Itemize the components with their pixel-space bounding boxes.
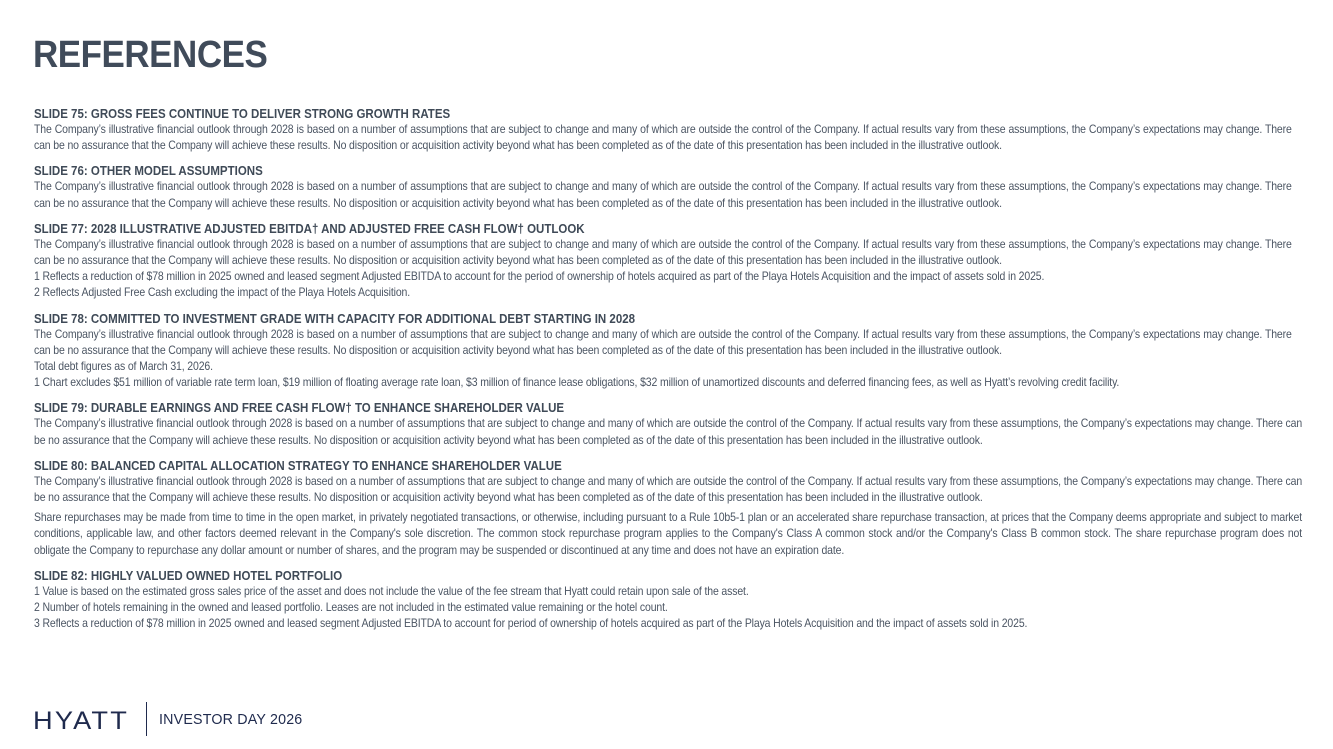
section-heading: SLIDE 75: GROSS FEES CONTINUE TO DELIVER STRONG GROWTH RATES xyxy=(34,107,451,121)
section-body: The Company’s illustrative financial outlook through 2028 is based on a number of assumptions that are subject to change and many of which are outside the control of the Company. If actual results vary from these assumptions, the Company’s expectations may change. There can be no assurance that the Company will achieve these results. No disposition or acquisition activity beyond what has been completed as of the date of this presentation has been included in the illustrative outlook. xyxy=(34,180,1292,210)
footnote: 2 Number of hotels remaining in the owned and leased portfolio. Leases are not included in the estimated value remaining or the hotel count. xyxy=(34,601,668,615)
footer-label: INVESTOR DAY 2026 xyxy=(159,710,303,728)
reference-section-slide-80 xyxy=(34,459,1302,559)
section-heading: SLIDE 77: 2028 ILLUSTRATIVE ADJUSTED EBITDA† AND ADJUSTED FREE CASH FLOW† OUTLOOK xyxy=(34,221,585,236)
section-heading: SLIDE 79: DURABLE EARNINGS AND FREE CASH FLOW† TO ENHANCE SHAREHOLDER VALUE xyxy=(34,401,565,416)
footnote: 3 Reflects a reduction of $78 million in 2025 owned and leased segment Adjusted EBITDA to account for period of ownership of hotels acquired as part of the Playa Hotels Acquisition and the impact of assets sold in 2025. xyxy=(34,617,1028,631)
hyatt-logo xyxy=(33,704,131,734)
hyatt-logo-text: HYATT xyxy=(33,707,129,734)
section-body: The Company’s illustrative financial outlook through 2028 is based on a number of assumptions that are subject to change and many of which are outside the control of the Company. If actual results vary from these assumptions, the Company’s expectations may change. There can be no assurance that the Company will achieve these results. No disposition or acquisition activity beyond what has been completed as of the date of this presentation has been included in the illustrative outlook. xyxy=(34,417,1303,447)
footnote: 2 Reflects Adjusted Free Cash excluding the impact of the Playa Hotels Acquisition. xyxy=(34,286,410,300)
section-heading: SLIDE 82: HIGHLY VALUED OWNED HOTEL PORTFOLIO xyxy=(34,568,343,583)
reference-section-slide-82 xyxy=(34,569,1302,633)
section-body: The Company’s illustrative financial outlook through 2028 is based on a number of assumptions that are subject to change and many of which are outside the control of the Company. If actual results vary from these assumptions, the Company’s expectations may change. There can be no assurance that the Company will achieve these results. No disposition or acquisition activity beyond what has been completed as of the date of this presentation has been included in the illustrative outlook. xyxy=(34,327,1292,357)
footer-divider xyxy=(146,702,147,736)
section-heading: SLIDE 80: BALANCED CAPITAL ALLOCATION STRATEGY TO ENHANCE SHAREHOLDER VALUE xyxy=(34,458,562,473)
reference-section-slide-76 xyxy=(34,164,1302,211)
reference-section-slide-79 xyxy=(34,401,1302,448)
section-body: The Company’s illustrative financial outlook through 2028 is based on a number of assumptions that are subject to change and many of which are outside the control of the Company. If actual results vary from these assumptions, the Company’s expectations may change. There can be no assurance that the Company will achieve these results. No disposition or acquisition activity beyond what has been completed as of the date of this presentation has been included in the illustrative outlook. xyxy=(34,474,1303,505)
footnote: 1 Value is based on the estimated gross sales price of the asset and does not include the value of the fee stream that Hyatt could retain upon sale of the asset. xyxy=(34,584,749,598)
footnote: 1 Reflects a reduction of $78 million in 2025 owned and leased segment Adjusted EBITDA to account for the period of ownership of hotels acquired as part of the Playa Hotels Acquisition and the impact of assets sold in 2025. xyxy=(34,270,1045,284)
section-heading: SLIDE 78: COMMITTED TO INVESTMENT GRADE WITH CAPACITY FOR ADDITIONAL DEBT STARTING IN 2028 xyxy=(34,311,636,326)
page-title: REFERENCES xyxy=(33,34,268,76)
reference-section-slide-75 xyxy=(34,107,1302,154)
footnote: 1 Chart excludes $51 million of variable rate term loan, $19 million of floating average rate loan, $3 million of finance lease obligations, $32 million of unamortized discounts and deferred financing fees, as well as Hyatt’s revolving credit facility. xyxy=(34,376,1120,390)
reference-section-slide-77 xyxy=(34,222,1302,302)
section-body: The Company’s illustrative financial outlook through 2028 is based on a number of assumptions that are subject to change and many of which are outside the control of the Company. If actual results vary from these assumptions, the Company’s expectations may change. There can be no assurance that the Company will achieve these results. No disposition or acquisition activity beyond what has been completed as of the date of this presentation has been included in the illustrative outlook. xyxy=(34,237,1292,268)
footer xyxy=(33,700,310,738)
reference-section-slide-78 xyxy=(34,312,1302,392)
section-body: The Company’s illustrative financial outlook through 2028 is based on a number of assumptions that are subject to change and many of which are outside the control of the Company. If actual results vary from these assumptions, the Company’s expectations may change. There can be no assurance that the Company will achieve these results. No disposition or acquisition activity beyond what has been completed as of the date of this presentation has been included in the illustrative outlook. xyxy=(34,123,1292,153)
share-repurchase-paragraph: Share repurchases may be made from time to time in the open market, in privately negotiated transactions, or otherwise, including pursuant to a Rule 10b5-1 plan or an accelerated share repurchase transaction, at prices that the Company deems appropriate and subject to market conditions, applicable law, and other factors deemed relevant in the Company's sole discretion. The common stock repurchase program applies to the Company's Class A common stock and/or the Company's Class B common stock. The share repurchase program does not obligate the Company to repurchase any dollar amount or number of shares, and the program may be suspended or discontinued at any time and does not have an expiration date. xyxy=(34,511,1303,557)
references-content xyxy=(34,107,1302,642)
section-heading: SLIDE 76: OTHER MODEL ASSUMPTIONS xyxy=(34,164,263,179)
footnote: Total debt figures as of March 31, 2026. xyxy=(34,360,213,374)
